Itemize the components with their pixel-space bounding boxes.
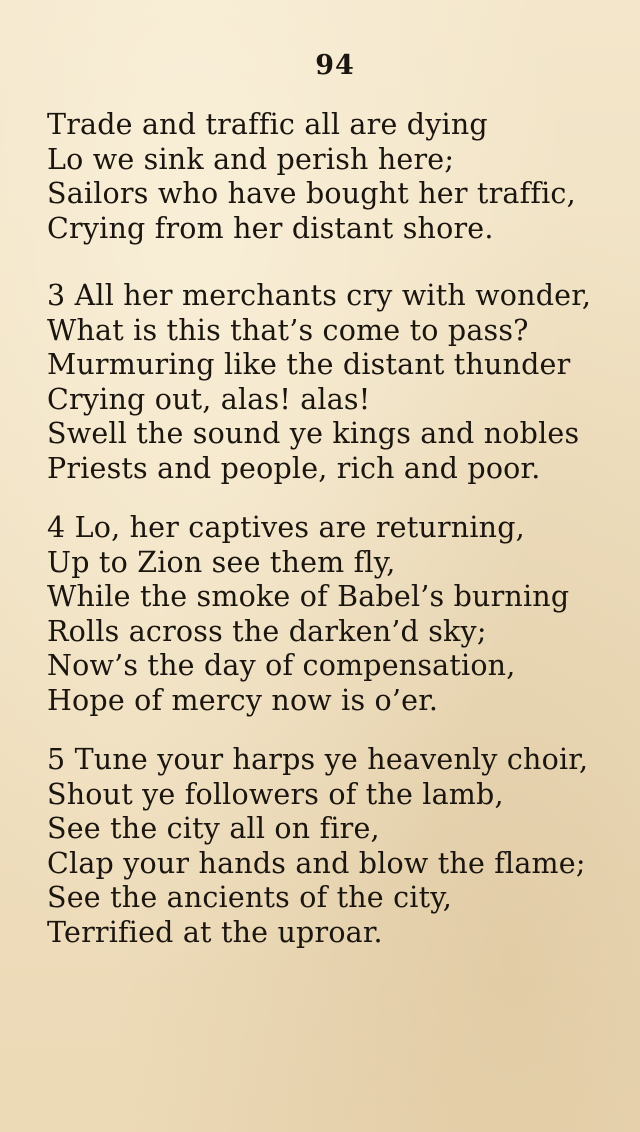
verse-line: Priests and people, rich and poor.: [47, 451, 541, 485]
verse-line: Swell the sound ye kings and nobles: [47, 417, 580, 451]
verse-line: Up to Zion see them fly,: [47, 545, 396, 579]
verse-line: 3 All her merchants cry with wonder,: [47, 279, 592, 312]
verse-line: See the city all on fire,: [47, 812, 380, 846]
verse-line: Now’s the day of compensation,: [47, 649, 516, 683]
verse-line: Crying from her distant shore.: [47, 211, 494, 245]
page-number: 94: [315, 50, 355, 81]
verse-line: See the ancients of the city,: [47, 881, 453, 915]
stanza-3: [47, 279, 591, 487]
verse-line: Trade and traffic all are dying: [47, 108, 488, 141]
verse-line: 4 Lo, her captives are returning,: [47, 511, 525, 544]
stanza-5: [47, 743, 588, 951]
verse-line: What is this that’s come to pass?: [47, 313, 529, 347]
verse-line: 5 Tune your harps ye heavenly choir,: [47, 743, 589, 776]
verse-line: Murmuring like the distant thunder: [47, 348, 571, 382]
stanza-continuation: [47, 108, 576, 246]
verse-line: Rolls across the darken’d sky;: [47, 614, 487, 648]
verse-line: Clap your hands and blow the flame;: [47, 846, 586, 880]
verse-line: Hope of mercy now is o’er.: [47, 683, 439, 717]
verse-line: Lo we sink and perish here;: [47, 142, 455, 176]
verse-line: Sailors who have bought her traffic,: [47, 177, 576, 211]
verse-line: While the smoke of Babel’s burning: [47, 580, 570, 614]
stanza-4: [47, 511, 569, 719]
verse-line: Shout ye followers of the lamb,: [47, 777, 504, 811]
verse-line: Terrified at the uproar.: [47, 915, 383, 949]
verse-line: Crying out, alas! alas!: [47, 382, 371, 416]
